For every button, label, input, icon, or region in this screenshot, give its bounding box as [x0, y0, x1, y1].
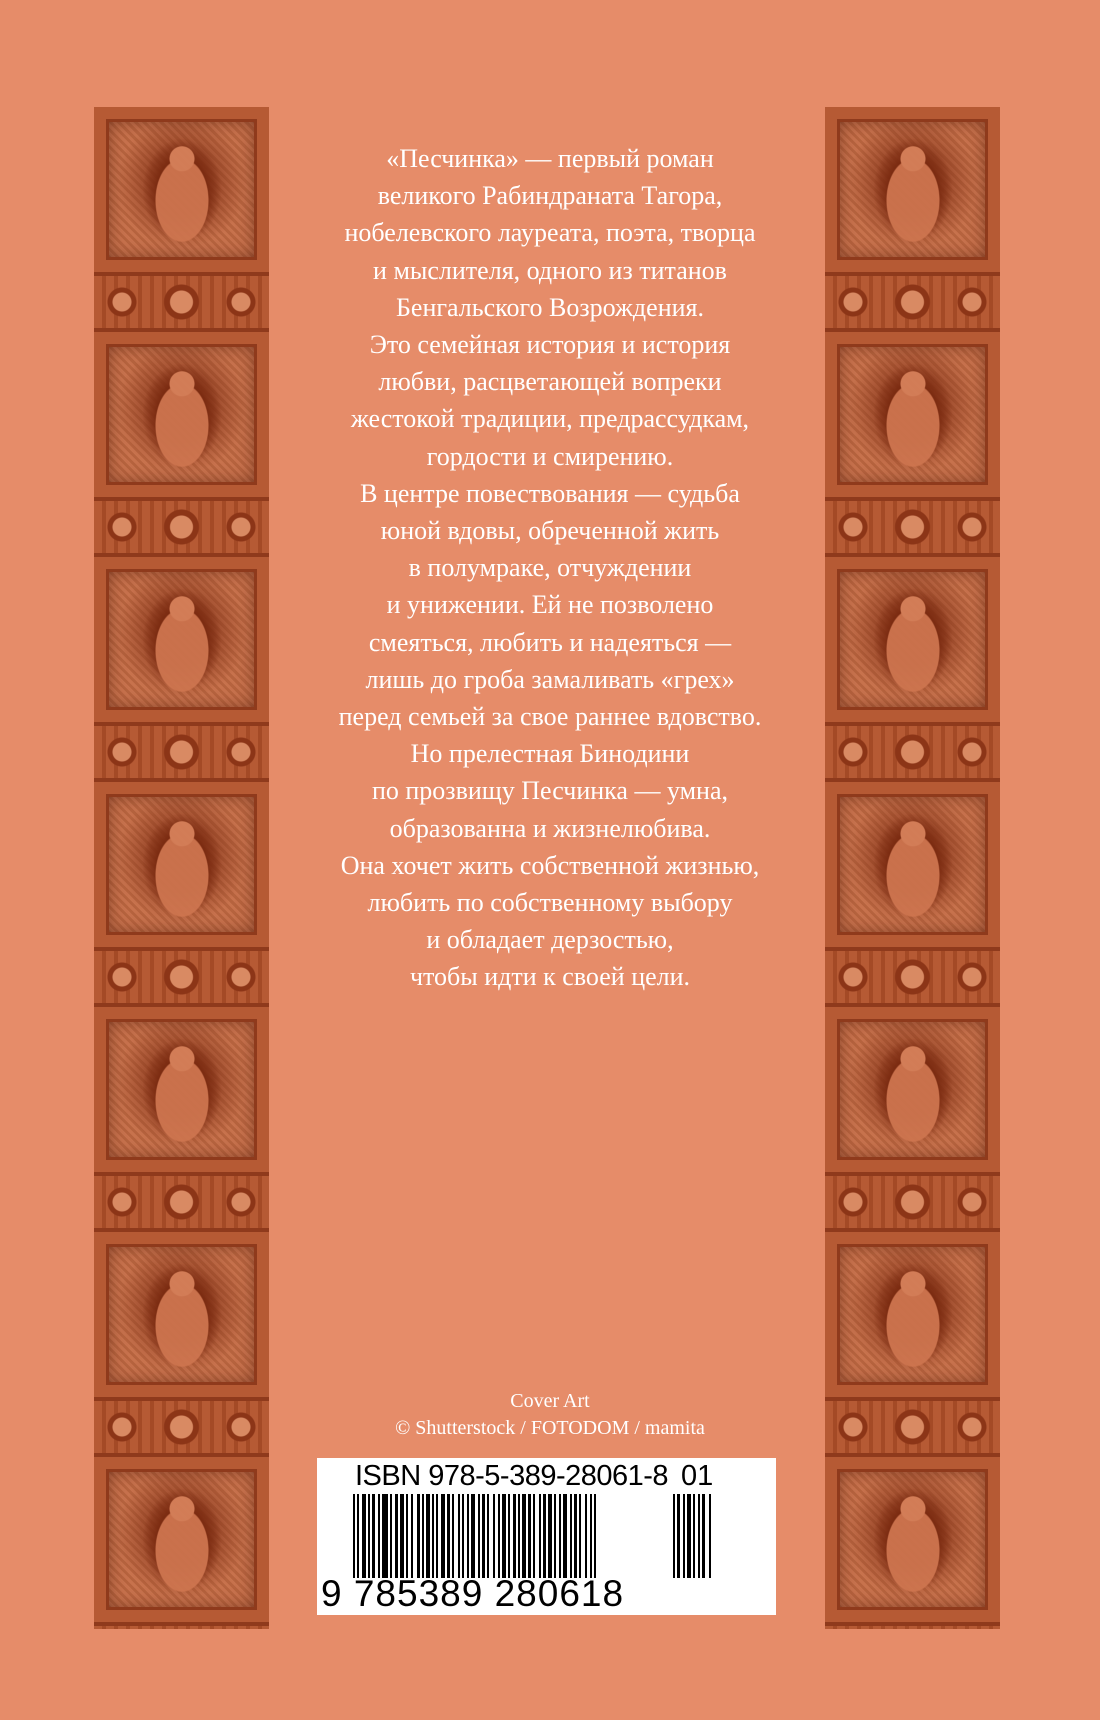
blurb-line: юной вдовы, обреченной жить [380, 516, 720, 546]
barcode-bar [447, 1494, 450, 1578]
floral-band [94, 722, 269, 782]
blurb-line: великого Рабиндраната Тагора, [377, 181, 723, 211]
cover-art-credit-label: Cover Art [510, 1390, 590, 1412]
barcode-bar [487, 1494, 489, 1578]
relief-figure-icon [142, 1488, 222, 1592]
relief-panel [825, 1457, 1000, 1622]
relief-figure-icon [142, 138, 222, 242]
barcode-bar [554, 1494, 556, 1578]
barcode-bar [585, 1494, 587, 1578]
blurb-line: нобелевского лауреата, поэта, творца [344, 218, 756, 248]
floral-band [94, 947, 269, 1007]
floral-band [825, 1622, 1000, 1629]
barcode-bar [508, 1494, 510, 1578]
barcode-bar [422, 1494, 424, 1578]
blurb-line: перед семьей за свое раннее вдовство. [338, 702, 762, 732]
barcode-addon-number: 01 [681, 1460, 714, 1492]
relief-panel [825, 782, 1000, 947]
floral-band [825, 947, 1000, 1007]
relief-figure-icon [142, 813, 222, 917]
relief-panel [94, 1232, 269, 1397]
left-ornament-column [94, 107, 269, 1629]
relief-figure-icon [142, 1038, 222, 1142]
floral-band [94, 497, 269, 557]
blurb-line: Но прелестная Бинодини [410, 739, 690, 769]
blurb-line: жестокой традиции, предрассудкам, [350, 404, 750, 434]
relief-panel [94, 332, 269, 497]
barcode-bar [548, 1494, 552, 1578]
floral-band [94, 1172, 269, 1232]
barcode-bar [579, 1494, 581, 1578]
barcode-bar [372, 1494, 375, 1578]
right-ornament-column [825, 107, 1000, 1629]
barcode-bar [417, 1494, 420, 1578]
cover-art-credit-source: © Shutterstock / FOTODOM / mamita [395, 1417, 705, 1439]
barcode-bar [502, 1494, 506, 1578]
blurb-line: образованна и жизнелюбива. [389, 813, 711, 843]
relief-figure-icon [142, 1263, 222, 1367]
barcode-bar [570, 1494, 572, 1578]
barcode-bar [513, 1494, 516, 1578]
relief-panel [94, 557, 269, 722]
relief-panel [94, 1457, 269, 1622]
barcode-bar [378, 1494, 380, 1578]
barcode-digits: 9 785389 280618 [321, 1573, 625, 1614]
barcode-bar [563, 1494, 567, 1578]
barcode-bar [687, 1494, 691, 1578]
blurb-line: любить по собственному выбору [367, 888, 733, 918]
relief-panel [825, 1007, 1000, 1172]
barcode-bar [493, 1494, 495, 1578]
blurb-line: Бенгальского Возрождения. [395, 292, 704, 322]
blurb-line: любви, расцветающей вопреки [378, 367, 722, 397]
floral-band [94, 1397, 269, 1457]
barcode-bar [353, 1494, 355, 1578]
blurb-line: по прозвищу Песчинка — умна, [371, 776, 729, 806]
floral-band [825, 722, 1000, 782]
relief-figure-icon [142, 363, 222, 467]
barcode-bar [673, 1494, 675, 1578]
blurb-line: смеяться, любить и надеяться — [368, 627, 732, 657]
floral-band [94, 272, 269, 332]
barcode-bar [368, 1494, 370, 1578]
barcode-bar [590, 1494, 592, 1578]
blurb-line: Она хочет жить собственной жизнью, [340, 850, 760, 880]
relief-panel [825, 1232, 1000, 1397]
barcode-bar [471, 1494, 475, 1578]
barcode-bar [452, 1494, 454, 1578]
blurb-line: и обладает дерзостью, [426, 925, 674, 955]
blurb-line: лишь до гроба замаливать «грех» [365, 664, 735, 694]
barcode-addon-bars [673, 1494, 721, 1578]
floral-band [94, 1622, 269, 1629]
back-cover-blurb [284, 140, 816, 996]
relief-figure-icon [873, 1263, 953, 1367]
isbn-barcode [317, 1458, 776, 1615]
blurb-line: В центре повествования — судьба [360, 478, 740, 508]
barcode-bar [498, 1494, 500, 1578]
barcode-bar [406, 1494, 408, 1578]
blurb-line: «Песчинка» — первый роман [386, 144, 714, 173]
relief-figure-icon [873, 363, 953, 467]
barcode-bar [478, 1494, 480, 1578]
floral-band [825, 1172, 1000, 1232]
barcode-bar [543, 1494, 546, 1578]
barcode-bar [574, 1494, 577, 1578]
relief-figure-icon [873, 588, 953, 692]
barcode-bar [400, 1494, 404, 1578]
blurb-line: гордости и смирению. [426, 441, 674, 471]
relief-panel [94, 1007, 269, 1172]
barcode-bar [539, 1494, 541, 1578]
relief-figure-icon [873, 138, 953, 242]
barcode-bar [411, 1494, 413, 1578]
blurb-line: чтобы идти к своей цели. [409, 962, 691, 992]
barcode-bars [353, 1494, 645, 1578]
barcode-bar [518, 1494, 520, 1578]
relief-figure-icon [873, 1488, 953, 1592]
barcode-bar [432, 1494, 434, 1578]
barcode-bar [522, 1494, 526, 1578]
barcode-bar [482, 1494, 485, 1578]
barcode-bar [357, 1494, 359, 1578]
relief-panel [825, 557, 1000, 722]
relief-figure-icon [873, 813, 953, 917]
relief-panel [825, 107, 1000, 272]
relief-panel [825, 332, 1000, 497]
barcode-bar [594, 1494, 596, 1578]
barcode-bar [382, 1494, 388, 1578]
blurb-line: и унижении. Ей не позволено [386, 590, 714, 620]
barcode-bar [702, 1494, 705, 1578]
isbn-number: ISBN 978-5-389-28061-8 [355, 1460, 669, 1492]
barcode-bar [426, 1494, 430, 1578]
relief-panel [94, 782, 269, 947]
floral-band [825, 1397, 1000, 1457]
barcode-bar [390, 1494, 392, 1578]
blurb-line: в полумраке, отчуждении [408, 553, 692, 583]
relief-figure-icon [873, 1038, 953, 1142]
barcode-bar [683, 1494, 685, 1578]
barcode-bar [528, 1494, 531, 1578]
barcode-bar [441, 1494, 445, 1578]
relief-panel [94, 107, 269, 272]
barcode-bar [462, 1494, 464, 1578]
floral-band [825, 497, 1000, 557]
blurb-line: и мыслителя, одного из титанов [373, 255, 727, 285]
barcode-bar [395, 1494, 398, 1578]
barcode-bar [709, 1494, 711, 1578]
barcode-bar [693, 1494, 695, 1578]
blurb-line: Это семейная история и история [369, 330, 731, 360]
barcode-bar [458, 1494, 460, 1578]
floral-band [825, 272, 1000, 332]
barcode-bar [698, 1494, 700, 1578]
barcode-bar [677, 1494, 680, 1578]
barcode-bar [467, 1494, 469, 1578]
barcode-bar [533, 1494, 535, 1578]
barcode-bar [559, 1494, 561, 1578]
barcode-bar [436, 1494, 438, 1578]
barcode-bar [362, 1494, 366, 1578]
relief-figure-icon [142, 588, 222, 692]
